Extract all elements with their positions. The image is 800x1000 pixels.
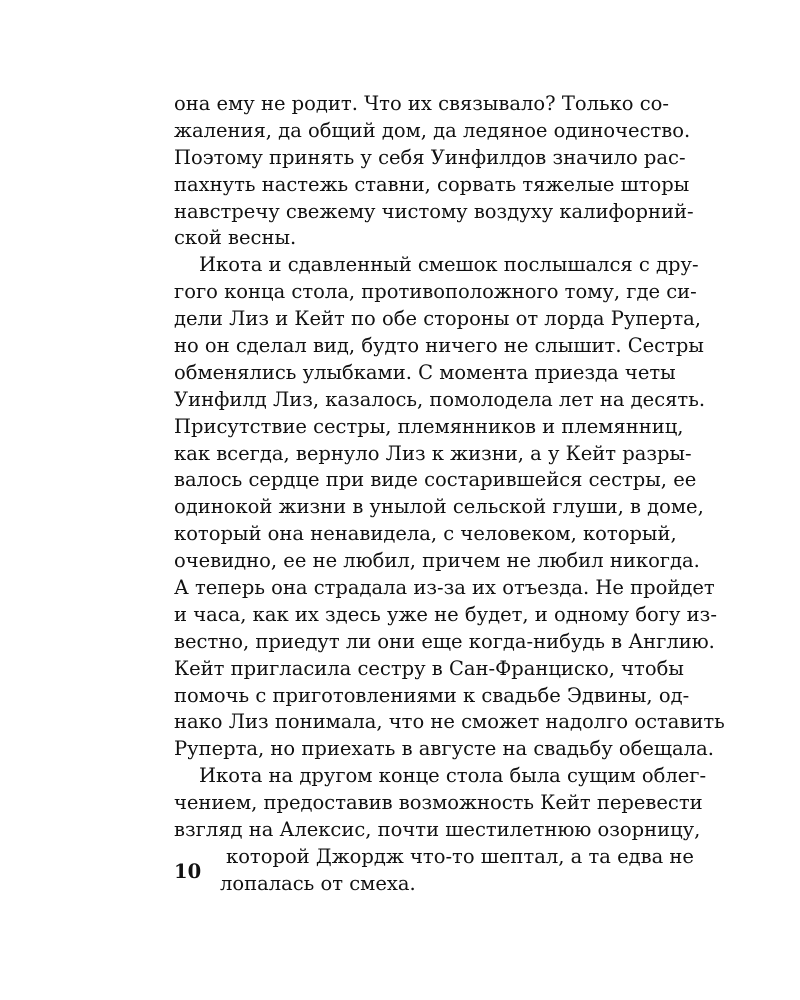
text-line: обменялись улыбками. С момента приезда четы <box>174 360 676 384</box>
paragraph-1 <box>174 91 694 252</box>
body-text <box>174 91 725 898</box>
text-line: дели Лиз и Кейт по обе стороны от лорда Руперта, <box>174 307 701 331</box>
text-line: она ему не родит. Что их связывало? Только со- <box>174 92 669 115</box>
text-line: жаления, да общий дом, да ледяное одиночество. <box>174 118 691 142</box>
text-line: ской весны. <box>174 226 297 250</box>
text-line: валось сердце при виде состарившейся сестры, ее <box>174 468 697 492</box>
paragraph-2 <box>174 252 725 763</box>
text-line: Поэтому принять у себя Уинфилдов значило рас- <box>174 145 686 169</box>
text-line: Кейт пригласила сестру в Сан-Франциско, чтобы <box>174 656 684 680</box>
text-line: Икота на другом конце стола была сущим облег- <box>199 764 707 788</box>
text-line: лопалась от смеха. <box>220 871 416 895</box>
text-line: А теперь она страдала из-за их отъезда. Не пройдет <box>174 576 715 600</box>
text-line: помочь с приготовлениями к свадьбе Эдвины, од- <box>174 683 690 707</box>
paragraph-3 <box>174 763 707 897</box>
text-line: гого конца стола, противоположного тому, где си- <box>174 280 697 304</box>
text-line: нако Лиз понимала, что не сможет надолго оставить <box>174 710 725 734</box>
text-line: очевидно, ее не любил, причем не любил никогда. <box>174 549 700 573</box>
text-line: Присутствие сестры, племянников и племянниц, <box>174 414 684 438</box>
text-line: чением, предоставив возможность Кейт перевести <box>174 791 703 815</box>
text-line: и часа, как их здесь уже не будет, и одному богу из- <box>174 602 717 626</box>
text-line: которой Джордж что-то шептал, а та едва не <box>226 844 694 868</box>
text-line: взгляд на Алексис, почти шестилетнюю озорницу, <box>174 818 701 842</box>
text-line: вестно, приедут ли они еще когда-нибудь в Англию. <box>174 629 715 653</box>
text-line: но он сделал вид, будто ничего не слышит. Сестры <box>174 334 704 358</box>
text-line: Руперта, но приехать в августе на свадьбу обещала. <box>174 737 714 761</box>
text-line: навстречу свежему чистому воздуху калифорний- <box>174 199 694 223</box>
text-line: как всегда, вернуло Лиз к жизни, а у Кейт разры- <box>174 441 692 465</box>
text-line: который она ненавидела, с человеком, который, <box>174 522 677 546</box>
text-line: одинокой жизни в унылой сельской глуши, в доме, <box>174 495 704 519</box>
text-line: пахнуть настежь ставни, сорвать тяжелые шторы <box>174 172 690 196</box>
page-number: 10 <box>174 860 202 883</box>
text-line: Икота и сдавленный смешок послышался с дру- <box>199 253 699 277</box>
text-line: Уинфилд Лиз, казалось, помолодела лет на десять. <box>174 387 706 411</box>
